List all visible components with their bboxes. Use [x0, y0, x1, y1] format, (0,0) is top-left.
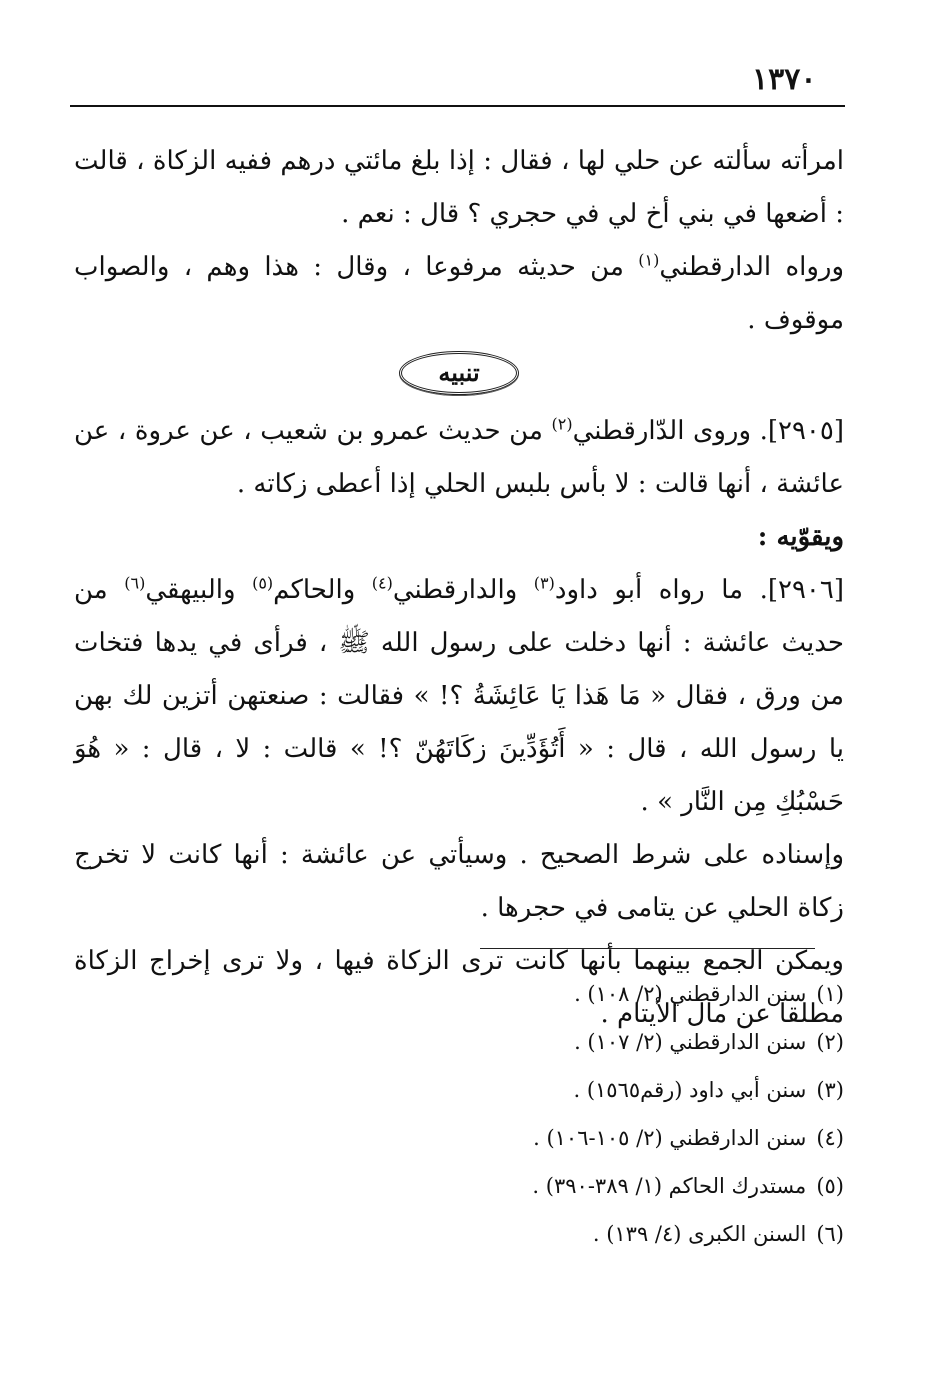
paragraph-5-text-c: والحاكم — [273, 575, 372, 605]
footnote-2 — [344, 1018, 844, 1066]
footnote-3 — [344, 1066, 844, 1114]
paragraph-3 — [74, 405, 844, 511]
page-number: ١٣٧٠ — [752, 62, 817, 97]
header-divider — [70, 105, 845, 107]
paragraph-4: ويقوّيه : — [757, 522, 844, 552]
paragraph-5-text-d: والبيهقي — [145, 575, 253, 605]
paragraph-6: وإسناده على شرط الصحيح . وسيأتي عن عائشة : أنها كانت لا تخرج زكاة الحلي عن يتامى في حجرها . — [74, 840, 844, 923]
footnote-number: (٤) — [816, 1126, 844, 1150]
footnote-divider — [480, 948, 815, 949]
footnote-ref-1: (١) — [638, 250, 660, 270]
paragraph-5-text-a: [٢٩٠٦]. ما رواه أبو داود — [554, 575, 844, 605]
footnote-number: (٣) — [816, 1078, 844, 1102]
paragraph-5 — [74, 564, 844, 829]
footnotes — [344, 970, 844, 1258]
footnote-text: سنن الدارقطني (٢/ ١٠٥-١٠٦) . — [533, 1126, 807, 1150]
paragraph-2-text-a: ورواه الدارقطني — [659, 252, 845, 282]
paragraph-3-text-b: من حديث عمرو بن شعيب ، عن عروة ، عن عائشة ، أنها قالت : لا بأس بلبس الحلي إذا أعطى زكاته . — [74, 416, 844, 499]
paragraph-1: امرأته سألته عن حلي لها ، فقال : إذا بلغ مائتي درهم ففيه الزكاة ، قالت : أضعها في بني أخ لي في حجري ؟ قال : نعم . — [74, 146, 844, 229]
paragraph-5-text-e: من حديث عائشة : أنها دخلت على رسول الله ﷺ ، فرأى في يدها فتخات من ورق ، فقال « مَا هَذا يَا عَائِشَةُ ؟! » فقالت : صنعتهن أتزين لك بهن يا رسول الله ، قال : « أَتُؤَدِّينَ زكَاتَهُنّ ؟! » قالت : لا ، قال : « هُوَ حَسْبُكِ مِن النَّار » . — [74, 575, 844, 817]
footnote-ref-3: (٣) — [533, 573, 555, 593]
footnote-number: (١) — [816, 982, 844, 1006]
footnote-6 — [344, 1210, 844, 1258]
footnote-number: (٦) — [816, 1222, 844, 1246]
footnote-text: سنن أبي داود (رقم١٥٦٥) . — [573, 1078, 807, 1102]
footnote-ref-6: (٦) — [124, 573, 146, 593]
paragraph-7: ويمكن الجمع بينهما بأنها كانت ترى الزكاة فيها ، ولا ترى إخراج الزكاة مطلقا عن مال الأيتام . — [74, 946, 844, 1029]
notice-heading: تنبيه — [399, 351, 518, 395]
paragraph-3-text-a: [٢٩٠٥]. وروى الدّارقطني — [572, 416, 844, 446]
notice-heading-wrap — [74, 347, 844, 405]
footnote-ref-4: (٤) — [371, 573, 393, 593]
footnote-number: (٢) — [816, 1030, 844, 1054]
footnote-text: سنن الدارقطني (٢/ ١٠٧) . — [574, 1030, 807, 1054]
paragraph-2 — [74, 241, 844, 347]
paragraph-2-text-b: من حديثه مرفوعا ، وقال : هذا وهم ، والصواب موقوف . — [74, 252, 844, 335]
footnote-4 — [344, 1114, 844, 1162]
footnote-text: سنن الدارقطني (٢/ ١٠٨) . — [574, 982, 807, 1006]
footnote-number: (٥) — [816, 1174, 844, 1198]
footnote-ref-5: (٥) — [252, 573, 274, 593]
footnote-text: مستدرك الحاكم (١/ ٣٨٩-٣٩٠) . — [532, 1174, 807, 1198]
footnote-1 — [344, 970, 844, 1018]
footnote-text: السنن الكبرى (٤/ ١٣٩) . — [592, 1222, 807, 1246]
main-text — [74, 135, 844, 1041]
footnote-5 — [344, 1162, 844, 1210]
paragraph-5-text-b: والدارقطني — [392, 575, 534, 605]
footnote-ref-2: (٢) — [551, 414, 573, 434]
